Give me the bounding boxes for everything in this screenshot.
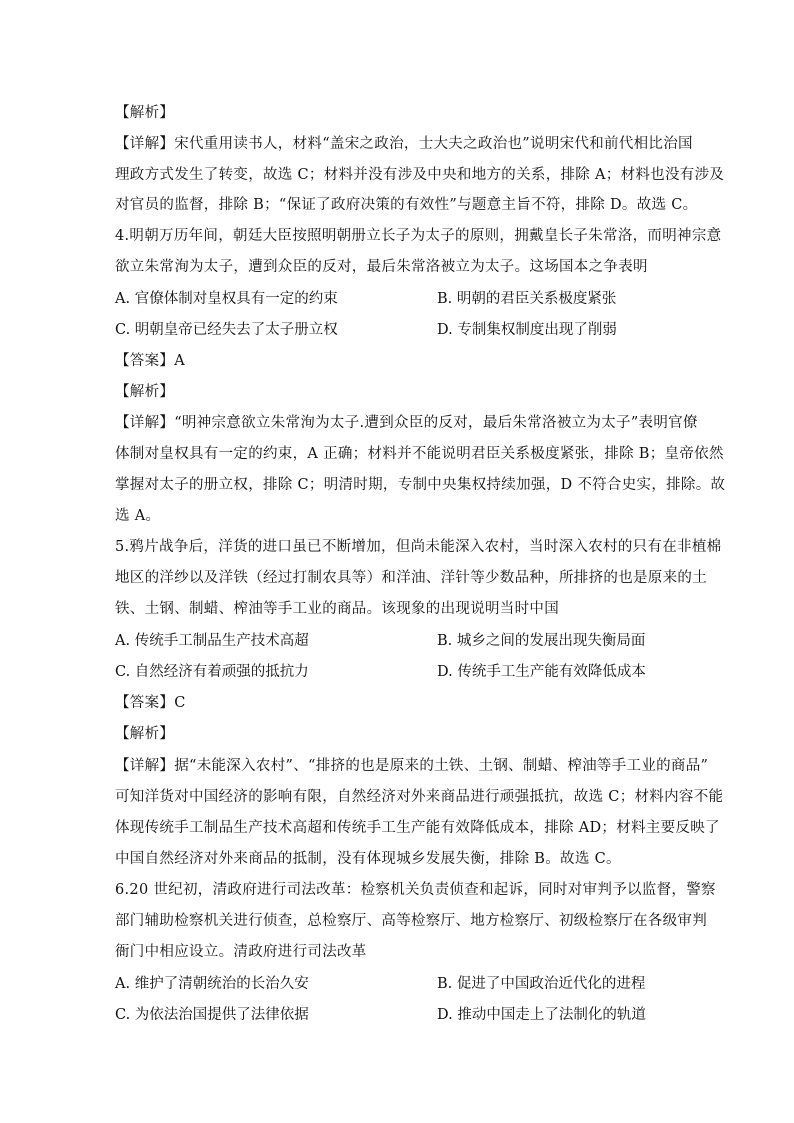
option-b: B. 促进了中国政治近代化的进程: [437, 976, 646, 992]
explanation-line: 【详解】宋代重用读书人，材料“盖宋之政治，士大夫之政治也”说明宋代和前代相比治国: [115, 136, 693, 152]
explanation-line: 理政方式发生了转变，故选 C；材料并没有涉及中央和地方的关系，排除 A；材料也没有涉及: [115, 167, 725, 183]
option-c: C. 明朝皇帝已经失去了太子册立权: [115, 322, 338, 338]
question-stem-line: 4.明朝万历年间，朝廷大臣按照明朝册立长子为太子的原则，拥戴皇长子朱常洛，而明神宗意: [115, 228, 722, 244]
question-stem-line: 欲立朱常洵为太子，遭到众臣的反对，最后朱常洛被立为太子。这场国本之争表明: [115, 259, 648, 275]
option-c: C. 为依法治国提供了法律依据: [115, 1007, 309, 1023]
section-label-analysis: 【解析】: [115, 384, 175, 400]
explanation-line: 对官员的监督，排除 B；“保证了政府决策的有效性”与题意主旨不符，排除 D。故选 C。: [115, 197, 698, 213]
option-d: D. 专制集权制度出现了削弱: [437, 322, 617, 338]
explanation-line: 掌握对太子的册立权，排除 C；明清时期，专制中央集权持续加强，D 不符合史实，排除。故: [115, 477, 726, 493]
section-label-analysis: 【解析】: [115, 105, 175, 121]
option-a: A. 维护了清朝统治的长治久安: [115, 976, 309, 992]
explanation-line: 体现传统手工制品生产技术高超和传统手工生产能有效降低成本，排除 AD；材料主要反映了: [115, 820, 720, 836]
question-stem-line: 地区的洋纱以及洋铁（经过打制农具等）和洋油、洋针等少数品种，所排挤的也是原来的土: [115, 570, 707, 586]
question-stem-line: 铁、土钢、制蜡、榨油等手工业的商品。该现象的出现说明当时中国: [115, 601, 559, 617]
option-d: D. 推动中国走上了法制化的轨道: [437, 1007, 646, 1023]
question-stem-line: 衙门中相应设立。清政府进行司法改革: [115, 944, 367, 960]
explanation-line: 可知洋货对中国经济的影响有限，自然经济对外来商品进行顽强抵抗，故选 C；材料内容不能: [115, 789, 724, 805]
explanation-line: 选 A。: [115, 508, 161, 524]
explanation-line: 【详解】“明神宗意欲立朱常洵为太子.遭到众臣的反对，最后朱常洛被立为太子”表明官僚: [115, 415, 698, 431]
option-c: C. 自然经济有着顽强的抵抗力: [115, 664, 309, 680]
option-b: B. 明朝的君臣关系极度紧张: [437, 291, 617, 307]
option-d: D. 传统手工生产能有效降低成本: [437, 664, 646, 680]
explanation-line: 【详解】据“未能深入农村”、“排挤的也是原来的土铁、土钢、制蜡、榨油等手工业的商品”: [115, 758, 709, 774]
question-stem-line: 6.20 世纪初，清政府进行司法改革：检察机关负责侦查和起诉，同时对审判予以监督，警察: [115, 882, 716, 898]
question-stem-line: 5.鸦片战争后，洋货的进口虽已不断增加，但尚未能深入农村，当时深入农村的只有在非植棉: [115, 539, 722, 555]
option-b: B. 城乡之间的发展出现失衡局面: [437, 633, 646, 649]
option-a: A. 官僚体制对皇权具有一定的约束: [115, 291, 338, 307]
section-label-analysis: 【解析】: [115, 726, 175, 742]
explanation-line: 体制对皇权具有一定的约束，A 正确；材料并不能说明君臣关系极度紧张，排除 B；皇帝依然: [115, 446, 724, 462]
answer-label: 【答案】C: [115, 695, 186, 711]
answer-label: 【答案】A: [115, 353, 185, 369]
explanation-line: 中国自然经济对外来商品的抵制，没有体现城乡发展失衡，排除 B。故选 C。: [115, 851, 621, 867]
question-stem-line: 部门辅助检察机关进行侦查，总检察厅、高等检察厅、地方检察厅、初级检察厅在各级审判: [115, 913, 707, 929]
option-a: A. 传统手工制品生产技术高超: [115, 633, 309, 649]
